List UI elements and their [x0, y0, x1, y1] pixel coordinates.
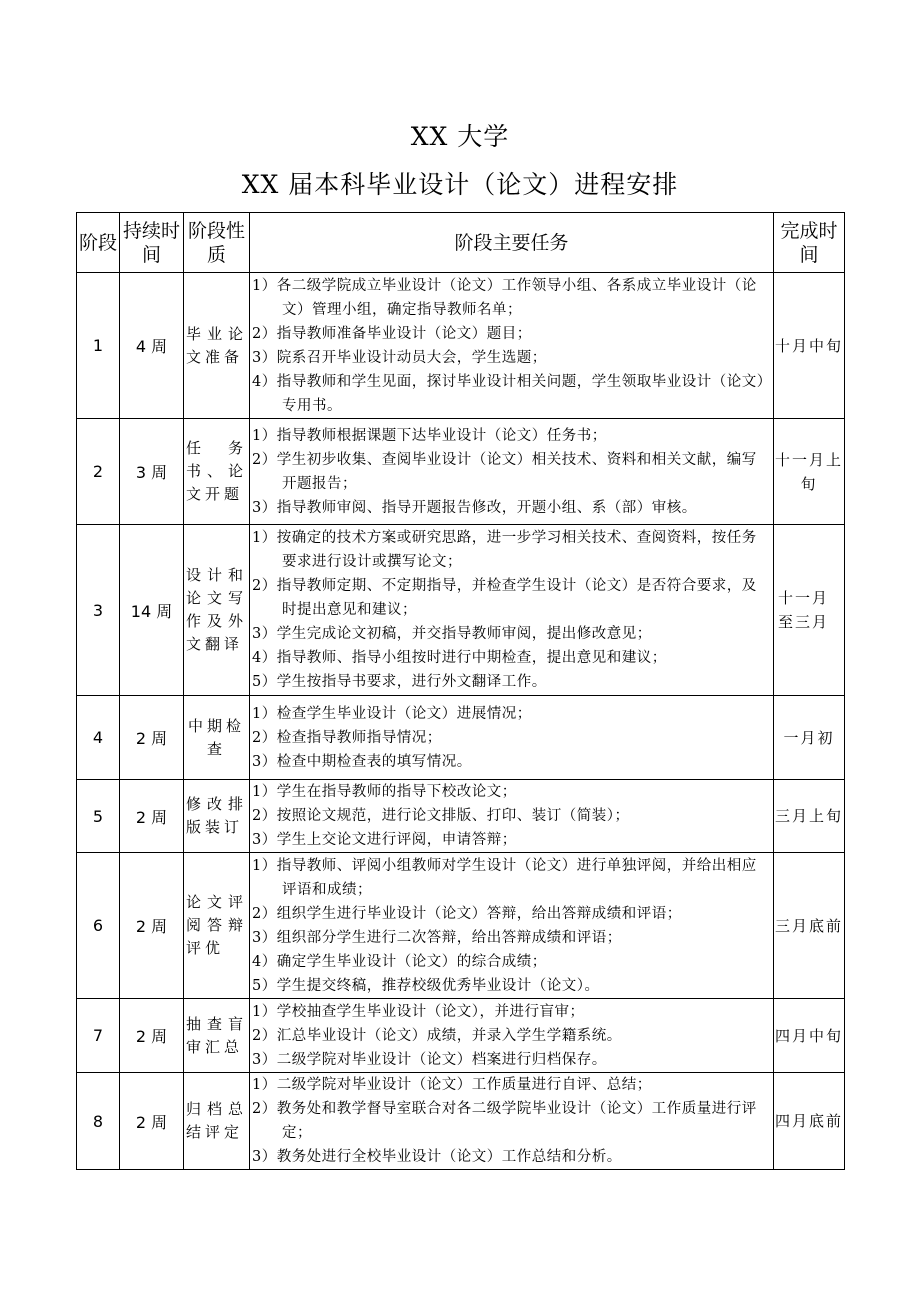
task-item: 2）学生初步收集、查阅毕业设计（论文）相关技术、资料和相关文献，编写开题报告；: [252, 451, 757, 492]
task-item: 1）检查学生毕业设计（论文）进展情况；: [252, 705, 532, 722]
stage-tasks: [250, 780, 774, 853]
stage-number: 2: [77, 419, 120, 525]
header-nature: 阶段性质: [184, 213, 250, 273]
stage-number: 1: [77, 273, 120, 419]
task-item: 1）按确定的技术方案或研究思路，进一步学习相关技术、查阅资料，按任务要求进行设计或撰写论文；: [252, 530, 757, 570]
task-item: 4）指导教师、指导小组按时进行中期检查，提出意见和建议；: [252, 650, 667, 666]
stage-tasks: [250, 1073, 774, 1170]
document-title: XX 届本科毕业设计（论文）进程安排: [241, 170, 679, 199]
stage-duration: 2 周: [120, 853, 184, 999]
stage-duration: 4 周: [120, 273, 184, 419]
task-item: 3）学生上交论文进行评阅，申请答辩；: [252, 832, 517, 848]
task-item: 3）指导教师审阅、指导开题报告修改，开题小组、系（部）审核。: [252, 499, 697, 516]
task-item: 5）学生提交终稿，推荐校级优秀毕业设计（论文）。: [252, 977, 600, 994]
header-row: [77, 213, 845, 273]
stage-tasks: [250, 999, 774, 1073]
header-stage: 阶段: [77, 213, 120, 273]
stage-nature: 抽查盲审汇总: [184, 999, 250, 1073]
stage-duration: 2 周: [120, 999, 184, 1073]
task-item: 3）学生完成论文初稿，并交指导教师审阅，提出修改意见；: [252, 626, 652, 642]
task-item: 2）组织学生进行毕业设计（论文）答辩，给出答辩成绩和评语；: [252, 905, 682, 922]
stage-completion: 十月中旬: [774, 273, 845, 419]
task-item: 2）教务处和教学督导室联合对各二级学院毕业设计（论文）工作质量进行评定；: [252, 1101, 757, 1141]
stage-completion: 十一月至三月: [774, 525, 845, 696]
stage-duration: 2 周: [120, 696, 184, 780]
stage-number: 7: [77, 999, 120, 1073]
header-tasks: 阶段主要任务: [250, 213, 774, 273]
header-completion: 完成时间: [774, 213, 845, 273]
stage-completion: 四月中旬: [774, 999, 845, 1073]
stage-number: 3: [77, 525, 120, 696]
schedule-table: [76, 212, 845, 1170]
table-row: [77, 780, 845, 853]
task-item: 5）学生按指导书要求，进行外文翻译工作。: [252, 674, 547, 690]
task-item: 1）学生在指导教师的指导下校改论文；: [252, 784, 517, 800]
stage-completion: 三月底前: [774, 853, 845, 999]
stage-duration: 3 周: [120, 419, 184, 525]
stage-tasks: [250, 419, 774, 525]
task-item: 4）确定学生毕业设计（论文）的综合成绩；: [252, 953, 547, 970]
task-item: 2）指导教师准备毕业设计（论文）题目；: [252, 325, 532, 342]
stage-completion: 十一月上旬: [774, 419, 845, 525]
task-item: 2）汇总毕业设计（论文）成绩，并录入学生学籍系统。: [252, 1027, 622, 1044]
stage-tasks: [250, 853, 774, 999]
task-item: 3）教务处进行全校毕业设计（论文）工作总结和分析。: [252, 1149, 622, 1165]
stage-tasks: [250, 696, 774, 780]
stage-nature: 修改排版装订: [184, 780, 250, 853]
stage-number: 8: [77, 1073, 120, 1170]
stage-nature: 毕业论文准备: [184, 273, 250, 419]
stage-number: 4: [77, 696, 120, 780]
stage-nature: 任务书、论文开题: [184, 419, 250, 525]
task-item: 3）院系召开毕业设计动员大会，学生选题；: [252, 349, 547, 366]
table-row: [77, 419, 845, 525]
table-row: [77, 696, 845, 780]
header-duration: 持续时间: [120, 213, 184, 273]
stage-completion: 三月上旬: [774, 780, 845, 853]
task-item: 3）检查中期检查表的填写情况。: [252, 753, 472, 770]
table-row: [77, 525, 845, 696]
task-item: 2）检查指导教师指导情况；: [252, 729, 442, 746]
table-row: [77, 853, 845, 999]
table-row: [77, 273, 845, 419]
stage-duration: 2 周: [120, 780, 184, 853]
task-item: 1）二级学院对毕业设计（论文）工作质量进行自评、总结；: [252, 1077, 652, 1093]
task-item: 3）组织部分学生进行二次答辩，给出答辩成绩和评语；: [252, 929, 622, 946]
stage-duration: 2 周: [120, 1073, 184, 1170]
stage-number: 6: [77, 853, 120, 999]
stage-nature: 论文评阅答辩评优: [184, 853, 250, 999]
stage-duration: 14 周: [120, 525, 184, 696]
stage-tasks: [250, 525, 774, 696]
stage-tasks: [250, 273, 774, 419]
task-item: 4）指导教师和学生见面，探讨毕业设计相关问题，学生领取毕业设计（论文）专用书。: [252, 373, 765, 414]
task-item: 2）指导教师定期、不定期指导，并检查学生设计（论文）是否符合要求，及时提出意见和建议；: [252, 578, 757, 618]
stage-nature: 中期检查: [184, 696, 250, 780]
stage-number: 5: [77, 780, 120, 853]
task-item: 1）指导教师根据课题下达毕业设计（论文）任务书；: [252, 427, 607, 444]
table-row: [77, 1073, 845, 1170]
task-item: 1）学校抽查学生毕业设计（论文），并进行盲审；: [252, 1003, 585, 1020]
university-title: XX 大学: [410, 122, 510, 151]
stage-nature: 归档总结评定: [184, 1073, 250, 1170]
stage-completion: 一月初: [774, 696, 845, 780]
task-item: 1）指导教师、评阅小组教师对学生设计（论文）进行单独评阅，并给出相应评语和成绩；: [252, 857, 757, 898]
task-item: 3）二级学院对毕业设计（论文）档案进行归档保存。: [252, 1051, 607, 1068]
stage-nature: 设计和论文写作及外文翻译: [184, 525, 250, 696]
table-row: [77, 999, 845, 1073]
task-item: 1）各二级学院成立毕业设计（论文）工作领导小组、各系成立毕业设计（论文）管理小组，确定指导教师名单；: [252, 277, 757, 318]
task-item: 2）按照论文规范，进行论文排版、打印、装订（简装）；: [252, 808, 630, 824]
stage-completion: 四月底前: [774, 1073, 845, 1170]
